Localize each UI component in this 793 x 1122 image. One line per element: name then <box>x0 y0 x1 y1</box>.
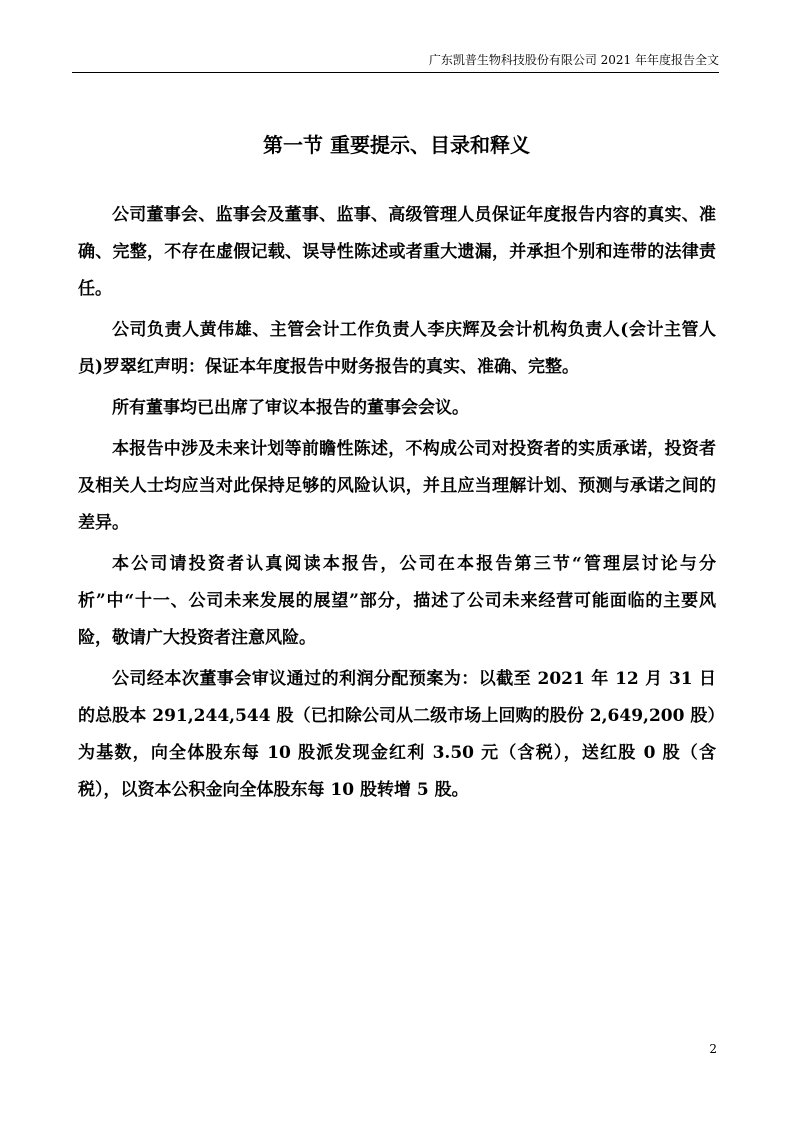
running-header: 广东凯普生物科技股份有限公司 2021 年年度报告全文 <box>428 53 719 67</box>
paragraph-profit-distribution: 公司经本次董事会审议通过的利润分配预案为：以截至 2021 年 12 月 31 日的总股本 291,244,544 股（已扣除公司从二级市场上回购的股份 2,649,200 股）为基数，向全体股东每 10 股派发现金红利 3.50 元（含税），送红股 0 股（含税），以资本公积金向全体股东每 10 股转增 5 股。 <box>78 669 716 800</box>
paragraph-risk-notice: 本公司请投资者认真阅读本报告，公司在本报告第三节“管理层讨论与分析”中“十一、公司未来发展的展望”部分，描述了公司未来经营可能面临的主要风险，敬请广大投资者注意风险。 <box>78 554 716 648</box>
paragraph-directors-attendance: 所有董事均已出席了审议本报告的董事会会议。 <box>112 398 469 418</box>
header-divider <box>72 72 719 73</box>
paragraph-forward-looking-statement: 本报告中涉及未来计划等前瞻性陈述，不构成公司对投资者的实质承诺，投资者及相关人士均应当对此保持足够的风险认识，并且应当理解计划、预测与承诺之间的差异。 <box>78 439 716 533</box>
document-body <box>78 197 716 813</box>
page-number: 2 <box>709 1042 717 1056</box>
paragraph-board-guarantee: 公司董事会、监事会及董事、监事、高级管理人员保证年度报告内容的真实、准确、完整，不存在虚假记载、误导性陈述或者重大遗漏，并承担个别和连带的法律责任。 <box>78 205 716 299</box>
paragraph-responsible-persons-statement: 公司负责人黄伟雄、主管会计工作负责人李庆辉及会计机构负责人(会计主管人员)罗翠红声明：保证本年度报告中财务报告的真实、准确、完整。 <box>78 320 716 377</box>
section-title: 第一节 重要提示、目录和释义 <box>263 133 530 157</box>
